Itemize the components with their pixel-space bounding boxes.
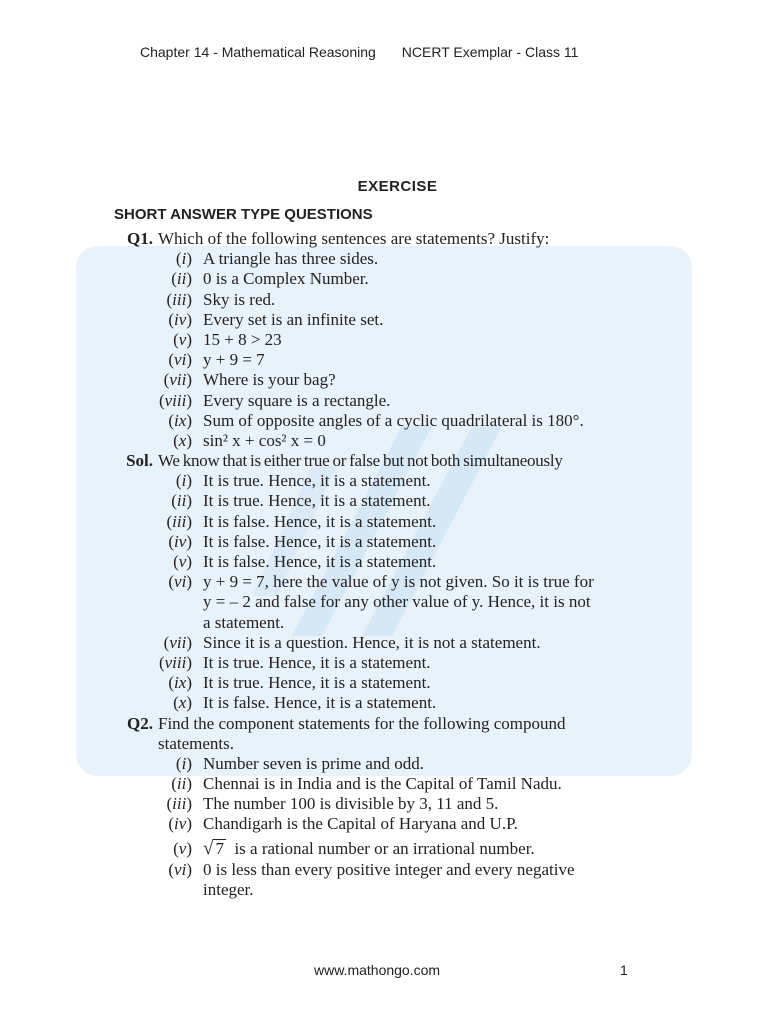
item-text: 0 is less than every positive integer and every negative <box>203 859 575 879</box>
question-line <box>0 229 768 249</box>
exercise-heading: EXERCISE <box>357 178 438 195</box>
list-item <box>0 653 768 673</box>
item-text: integer. <box>203 879 254 899</box>
item-number: (iv) <box>168 531 192 551</box>
list-item <box>0 411 768 431</box>
item-text <box>203 835 535 863</box>
list-item <box>0 572 768 592</box>
list-item <box>0 471 768 491</box>
page-number: 1 <box>620 962 628 978</box>
item-text: 15 + 8 > 23 <box>203 329 282 349</box>
document-body <box>0 229 768 900</box>
list-item <box>0 860 768 880</box>
item-number: (ix) <box>168 673 192 693</box>
question-label: Q1. <box>127 229 153 248</box>
item-text: It is false. Hence, it is a statement. <box>203 531 437 551</box>
page-header <box>140 44 578 60</box>
question-continuation <box>0 734 768 754</box>
list-item <box>0 754 768 774</box>
item-number: (ix) <box>168 410 192 430</box>
item-number: (iv) <box>168 814 192 834</box>
question-text: Which of the following sentences are statements? Justify: <box>158 229 550 248</box>
list-item <box>0 370 768 390</box>
item-text: It is false. Hence, it is a statement. <box>203 693 437 713</box>
item-text: It is true. Hence, it is a statement. <box>203 673 431 693</box>
list-item <box>0 512 768 532</box>
sqrt-symbol-icon: √ <box>203 837 214 859</box>
solution-line <box>0 451 768 471</box>
radicand: 7 <box>215 838 224 858</box>
list-item <box>0 249 768 269</box>
item-text: It is true. Hence, it is a statement. <box>203 491 431 511</box>
list-item <box>0 491 768 511</box>
item-text: It is false. Hence, it is a statement. <box>203 511 437 531</box>
item-number: (v) <box>173 329 192 349</box>
item-number: (ii) <box>171 774 192 794</box>
solution-text: We know that is either true or false but not both simultaneously <box>158 451 563 471</box>
item-text: Number seven is prime and odd. <box>203 753 424 773</box>
list-item <box>0 310 768 330</box>
question-label: Q2. <box>127 713 153 733</box>
item-number: (x) <box>173 693 192 713</box>
list-item <box>0 552 768 572</box>
item-text: Chennai is in India and is the Capital of Tamil Nadu. <box>203 774 562 794</box>
item-number: (vi) <box>168 859 192 879</box>
item-number: (i) <box>175 249 192 269</box>
question-line <box>0 714 768 734</box>
item-number: (iv) <box>168 309 192 329</box>
section-heading: SHORT ANSWER TYPE QUESTIONS <box>114 206 373 223</box>
list-item <box>0 693 768 713</box>
item-text: A triangle has three sides. <box>203 249 379 269</box>
item-text: 0 is a Complex Number. <box>203 269 369 289</box>
item-number: (viii) <box>158 652 192 672</box>
item-number: (i) <box>175 753 192 773</box>
item-number: (vii) <box>163 632 192 652</box>
list-item <box>0 814 768 834</box>
item-text: y + 9 = 7, here the value of y is not given. So it is true for <box>203 572 594 592</box>
list-item-continuation <box>0 880 768 900</box>
question-text: Find the component statements for the following compound <box>158 713 566 733</box>
book-title: NCERT Exemplar - Class 11 <box>401 44 579 60</box>
item-text: It is false. Hence, it is a statement. <box>203 552 437 571</box>
item-number: (iii) <box>166 289 192 309</box>
list-item <box>0 431 768 451</box>
list-item <box>0 269 768 289</box>
item-number: (v) <box>173 552 192 571</box>
list-item <box>0 350 768 370</box>
list-item <box>0 290 768 310</box>
item-number: (vii) <box>163 370 192 390</box>
item-text-rest: is a rational number or an irrational number. <box>234 838 535 858</box>
item-text: Sum of opposite angles of a cyclic quadrilateral is 180°. <box>203 410 584 430</box>
list-item <box>0 330 768 350</box>
item-text: Sky is red. <box>203 289 276 309</box>
item-number: (vi) <box>168 572 192 592</box>
list-item-continuation <box>0 613 768 633</box>
question-text: statements. <box>158 733 235 753</box>
item-number: (vi) <box>168 350 192 370</box>
item-text: y + 9 = 7 <box>203 350 265 370</box>
item-number: (iii) <box>166 794 192 814</box>
list-item <box>0 633 768 653</box>
item-text: It is true. Hence, it is a statement. <box>203 652 431 672</box>
item-text: Where is your bag? <box>203 370 336 390</box>
list-item <box>0 532 768 552</box>
item-number: (v) <box>173 838 192 858</box>
list-item <box>0 391 768 411</box>
item-number: (viii) <box>158 390 192 410</box>
item-text: It is true. Hence, it is a statement. <box>203 471 431 491</box>
item-text: a statement. <box>203 612 285 632</box>
item-text: Every set is an infinite set. <box>203 309 384 329</box>
solution-label: Sol. <box>126 451 153 471</box>
list-item <box>0 673 768 693</box>
item-number: (x) <box>173 430 192 450</box>
item-text: y = – 2 and false for any other value of y. Hence, it is not <box>203 592 591 612</box>
list-item <box>0 835 768 860</box>
list-item <box>0 774 768 794</box>
item-text: Every square is a rectangle. <box>203 390 391 410</box>
item-number: (ii) <box>171 491 192 511</box>
chapter-title: Chapter 14 - Mathematical Reasoning <box>140 44 376 60</box>
item-text: Chandigarh is the Capital of Haryana and U.P. <box>203 814 518 834</box>
footer-url: www.mathongo.com <box>314 962 441 978</box>
item-text: sin² x + cos² x = 0 <box>203 430 326 450</box>
list-item-continuation <box>0 592 768 612</box>
item-text: Since it is a question. Hence, it is not a statement. <box>203 632 541 652</box>
item-number: (iii) <box>166 511 192 531</box>
item-text: The number 100 is divisible by 3, 11 and 5. <box>203 794 499 814</box>
item-number: (ii) <box>171 269 192 289</box>
item-number: (i) <box>175 471 192 491</box>
list-item <box>0 794 768 814</box>
